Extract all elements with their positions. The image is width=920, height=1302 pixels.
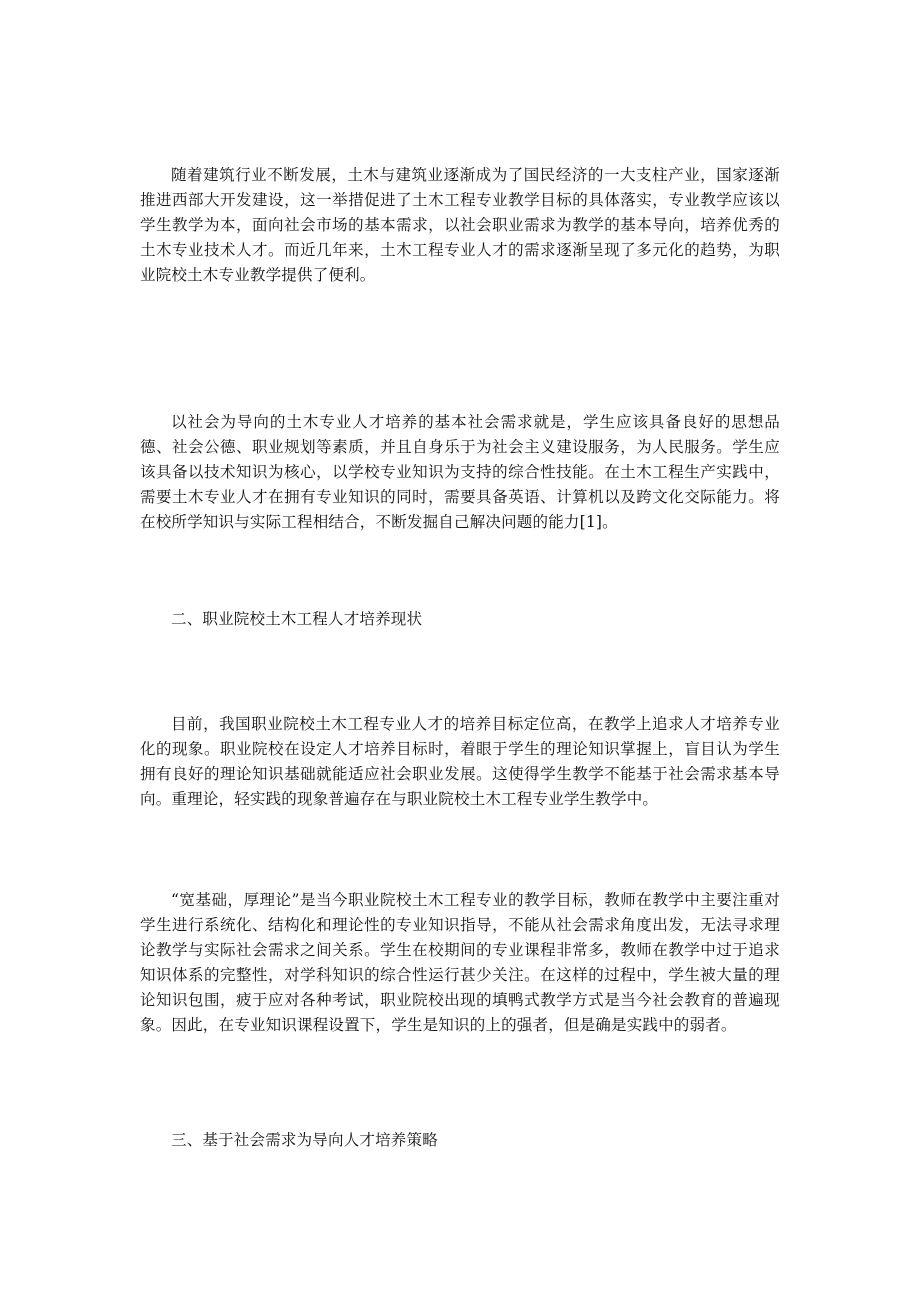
paragraph-industry-development: 随着建筑行业不断发展，土木与建筑业逐渐成为了国民经济的一大支柱产业，国家逐渐推进西部大开发建设，这一举措促进了土木工程专业教学目标的具体落实，专业教学应该以学生教学为本，面向社会市场的基本需求，以社会职业需求为教学的基本导向，培养优秀的土木专业技术人才。而近几年来，土木工程专业人才的需求逐渐呈现了多元化的趋势，为职业院校土木专业教学提供了便利。 xyxy=(140,166,780,284)
paragraph-current-status: 目前，我国职业院校土木工程专业人才的培养目标定位高，在教学上追求人才培养专业化的现象。职业院校在设定人才培养目标时，着眼于学生的理论知识掌握上，盲目认为学生拥有良好的理论知识基础就能适应社会职业发展。这使得学生教学不能基于社会需求基本导向。重理论，轻实践的现象普遍存在与职业院校土木工程专业学生教学中。 xyxy=(140,715,780,808)
section-heading-current-status: 二、职业院校土木工程人才培养现状 xyxy=(171,610,423,628)
section-heading-strategy: 三、基于社会需求为导向人才培养策略 xyxy=(171,1131,438,1149)
paragraph-theory-emphasis: “宽基础，厚理论”是当今职业院校土木工程专业的教学目标，教师在教学中主要注重对学生进行系统化、结构化和理论性的专业知识指导，不能从社会需求角度出发，无法寻求理论教学与实际社会需求之间关系。学生在校期间的专业课程非常多，教师在教学中过于追求知识体系的完整性，对学科知识的综合性运行甚少关注。在这样的过程中，学生被大量的理论知识包围，疲于应对各种考试，职业院校出现的填鸭式教学方式是当今社会教育的普遍现象。因此，在专业知识课程设置下，学生是知识的上的强者，但是确是实践中的弱者。 xyxy=(140,891,780,1034)
paragraph-social-needs: 以社会为导向的土木专业人才培养的基本社会需求就是，学生应该具备良好的思想品德、社会公德、职业规划等素质，并且自身乐于为社会主义建设服务，为人民服务。学生应该具备以技术知识为核心，以学校专业知识为支持的综合性技能。在土木工程生产实践中，需要土木专业人才在拥有专业知识的同时，需要具备英语、计算机以及跨文化交际能力。将在校所学知识与实际工程相结合，不断发掘自己解决问题的能力[1]。 xyxy=(140,413,780,531)
